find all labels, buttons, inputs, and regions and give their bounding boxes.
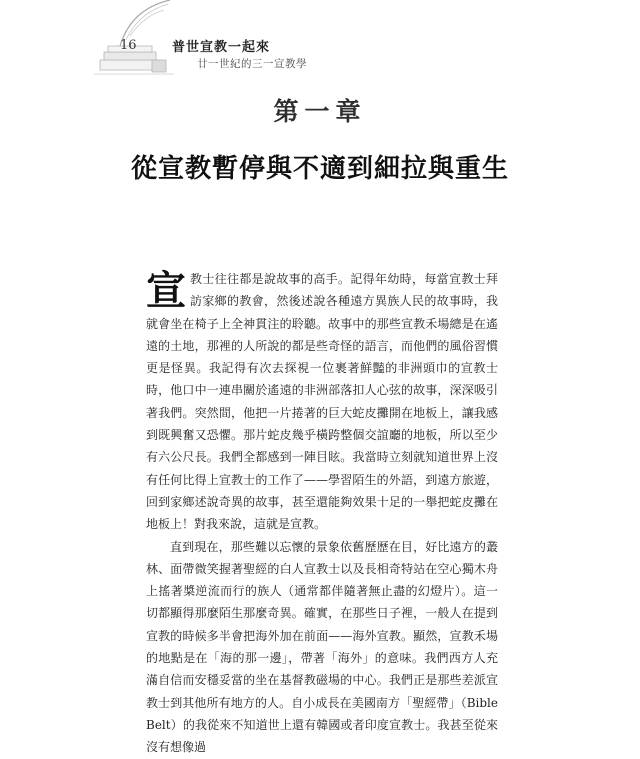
book-subtitle: 廿一世紀的三一宣教學 (197, 58, 307, 70)
chapter-label: 第一章 (273, 97, 367, 126)
page-number: 16 (120, 38, 137, 53)
paragraph-1-text: 教士往往都是說故事的高手。記得年幼時，每當宣教士拜訪家鄉的教會，然後述說各種遠方異族人民的故事時，我就會坐在椅子上全神貫注的聆聽。故事中的那些宣教禾場總是在遙遠的土地，那裡的人所說的都是些奇怪的語言，而他們的風俗習慣更是怪異。我記得有次去探視一位裹著鮮豔的非洲頭巾的宣教士時，他口中一連串關於遙遠的非洲部落扣人心弦的故事，深深吸引著我們。突然間，他把一片捲著的巨大蛇皮攤開在地板上，讓我感到既興奮又恐懼。那片蛇皮幾乎橫跨整個交誼廳的地板，所以至少有六公尺長。我們全都感到一陣目眩。我當時立刻就知道世界上沒有任何比得上宣教士的工作了——學習陌生的外語，到遠方旅遊，回到家鄉述說奇異的故事，甚至還能夠效果十足的一舉把蛇皮攤在地板上！對我來說，這就是宣教。 (146, 272, 498, 532)
chapter-title: 從宣教暫停與不適到細拉與重生 (130, 154, 509, 184)
body-text (146, 268, 498, 759)
book-title: 普世宣教一起來 (172, 40, 271, 55)
drop-cap: 宣 (146, 267, 186, 314)
paragraph-1 (146, 268, 498, 536)
paragraph-2: 直到現在，那些難以忘懷的景象依舊歷歷在目，好比遠方的叢林、面帶微笑握著聖經的白人宣教士以及長相奇特站在空心獨木舟上搖著槳逆流而行的族人（通常都伴隨著無止盡的幻燈片）。這一切都顯得那麼陌生那麼奇異。確實，在那些日子裡，一般人在提到宣教的時候多半會把海外加在前面——海外宣教。顯然，宣教禾場的地點是在「海的那一邊」，帶著「海外」的意味。我們西方人充滿自信而安穩妥當的坐在基督教磁場的中心。我們正是那些差派宣教士到其他所有地方的人。自小成長在美國南方「聖經帶」（Bible Belt）的我從來不知道世上還有韓國或者印度宣教士。我甚至從來沒有想像過 (146, 539, 498, 755)
